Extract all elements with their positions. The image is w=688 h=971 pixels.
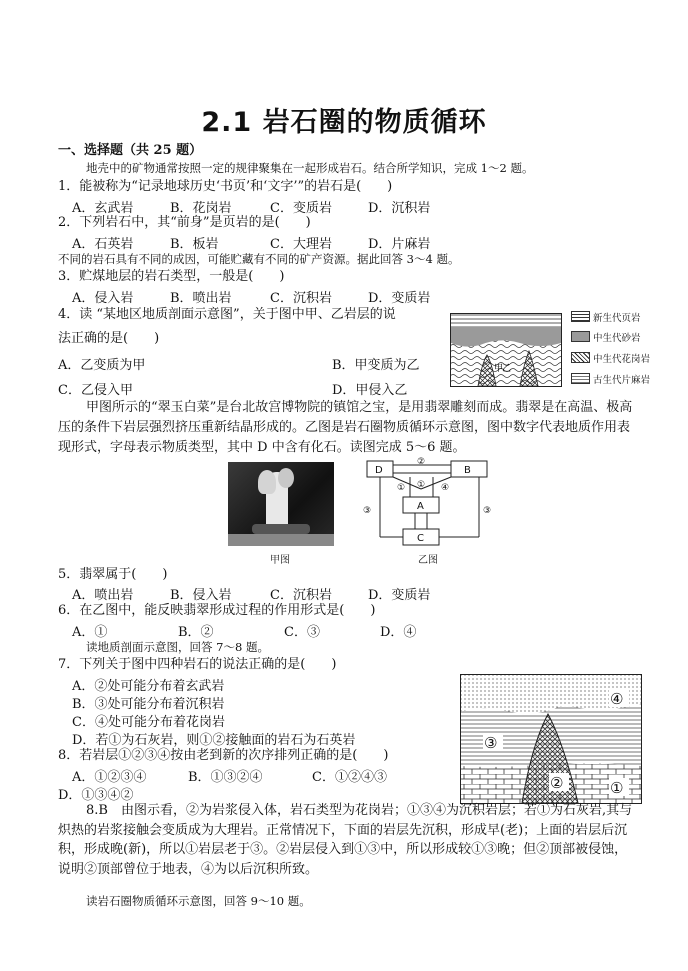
q8-option-b[interactable]: B．①③②④ [188, 770, 263, 785]
intro-5-6: 甲图所示的“翠玉白菜”是台北故宫博物院的镇馆之宝，是用翡翠雕刻而成。翡翠是在高温、极高压的条件下岩层强烈挤压重新结晶形成的。乙图是岩石圈物质循环示意图，图中数字代表地质作用表现形式，字母表示物质类型，其中 D 中含有化石。读图完成 5～6 题。 [58, 400, 633, 455]
q2-option-d[interactable]: D．片麻岩 [368, 237, 431, 252]
q7-option-a[interactable]: A．②处可能分布着玄武岩 [72, 679, 225, 694]
q2-stem: 2．下列岩石中，其“前身”是页岩的是( ) [58, 215, 311, 230]
answer-8-explanation: 8.B 由图示看，②为岩浆侵入体，岩石类型为花岗岩；①③④为沉积岩层；若①为石灰岩,其与炽热的岩浆接触会变质成为大理岩。正常情况下，下面的岩层先沉积，形成早(老)；上面的岩层后沉积，形成晚(新)，所以①岩层老于③。②岩层侵入到①③中，所以形成较①③晚；但②顶部被侵蚀，说明②顶部曾位于地表，④为以后沉积所致。 [58, 803, 633, 877]
process-2: ② [417, 457, 426, 467]
q1-stem: 1．能被称为“记录地球历史‘书页’和‘文字’”的岩石是( ) [58, 179, 393, 194]
rock-label-1: ① [610, 779, 624, 797]
q1-option-b[interactable]: B．花岗岩 [170, 201, 232, 216]
q4-option-c[interactable]: C．乙侵入甲 [58, 383, 133, 398]
q2-option-c[interactable]: C．大理岩 [270, 237, 332, 252]
intro-3-4: 不同的岩石具有不同的成因，可能贮藏有不同的矿产资源。据此回答 3～4 题。 [58, 252, 460, 266]
q5-stem: 5．翡翠属于( ) [58, 567, 168, 582]
legend-item-granite: 中生代花岗岩 [571, 351, 671, 365]
q4-option-a[interactable]: A．乙变质为甲 [58, 358, 146, 373]
section-heading: 一、选择题（共 25 题） [58, 143, 203, 158]
q5-option-b[interactable]: B．侵入岩 [170, 588, 232, 603]
q6-option-b[interactable]: B．② [178, 625, 214, 640]
q1-option-a[interactable]: A．玄武岩 [72, 201, 134, 216]
q5-option-d[interactable]: D．变质岩 [368, 588, 431, 603]
legend-item-gneiss: 古生代片麻岩 [571, 372, 671, 386]
page-title: 2.1 岩石圈的物质循环 [201, 107, 487, 138]
q6-stem: 6．在乙图中，能反映翡翠形成过程的作用形式是( ) [58, 603, 376, 618]
box-b: B [464, 465, 471, 476]
q4-stem-line2: 法正确的是( ) [58, 331, 160, 346]
rock-label-3: ③ [484, 734, 498, 752]
rock-label-4: ④ [610, 690, 624, 708]
q7-option-b[interactable]: B．③处可能分布着沉积岩 [72, 697, 225, 712]
q2-option-b[interactable]: B．板岩 [170, 237, 219, 252]
q1-option-d[interactable]: D．沉积岩 [368, 201, 431, 216]
q7-option-d[interactable]: D．若①为石灰岩，则①②接触面的岩石为石英岩 [72, 733, 356, 748]
q8-option-d[interactable]: D．①③④② [58, 788, 134, 803]
legend-item-shale: 新生代页岩 [571, 310, 671, 324]
q3-option-a[interactable]: A．侵入岩 [72, 291, 134, 306]
process-3-right: ③ [483, 506, 492, 516]
process-3-left: ③ [363, 506, 372, 516]
q3-option-d[interactable]: D．变质岩 [368, 291, 431, 306]
legend-item-sandstone: 中生代砂岩 [571, 330, 671, 344]
rock-label-2: ② [550, 774, 564, 792]
q3-option-c[interactable]: C．沉积岩 [270, 291, 332, 306]
q8-option-c[interactable]: C．①②④③ [312, 770, 387, 785]
q6-option-a[interactable]: A．① [72, 625, 108, 640]
process-1-left: ① [397, 483, 406, 493]
box-c: C [417, 533, 424, 544]
caption-jia: 甲图 [270, 555, 290, 566]
q2-option-a[interactable]: A．石英岩 [72, 237, 134, 252]
intro-9-10: 读岩石圈物质循环示意图，回答 9～10 题。 [86, 894, 311, 908]
q7-option-c[interactable]: C．④处可能分布着花岗岩 [72, 715, 225, 730]
box-a: A [417, 501, 424, 512]
rock-cycle-diagram [355, 455, 505, 551]
jade-cabbage-photo [228, 462, 334, 546]
intro-7-8: 读地质剖面示意图，回答 7～8 题。 [86, 640, 269, 654]
q1-option-c[interactable]: C．变质岩 [270, 201, 332, 216]
label-jia: 甲 [494, 364, 504, 374]
q3-option-b[interactable]: B．喷出岩 [170, 291, 232, 306]
q5-option-a[interactable]: A．喷出岩 [72, 588, 134, 603]
intro-1-2: 地壳中的矿物通常按照一定的规律聚集在一起形成岩石。结合所学知识，完成 1～2 题。 [86, 161, 534, 175]
caption-yi: 乙图 [418, 555, 438, 566]
q5-option-c[interactable]: C．沉积岩 [270, 588, 332, 603]
process-4: ④ [441, 483, 450, 493]
q6-option-c[interactable]: C．③ [284, 625, 320, 640]
q7-stem: 7．下列关于图中四种岩石的说法正确的是( ) [58, 657, 337, 672]
q4-option-d[interactable]: D．甲侵入乙 [332, 383, 408, 398]
process-1-mid: ① [417, 480, 426, 490]
q4-stem-line1: 4．读 “某地区地质剖面示意图”，关于图中甲、乙岩层的说 [58, 307, 396, 322]
q4-option-b[interactable]: B．甲变质为乙 [332, 358, 420, 373]
q3-stem: 3．贮煤地层的岩石类型，一般是( ) [58, 269, 285, 284]
box-d: D [375, 465, 383, 476]
geologic-section-figure [450, 313, 562, 387]
geologic-profile-figure [460, 674, 642, 804]
q6-option-d[interactable]: D．④ [380, 625, 417, 640]
q8-option-a[interactable]: A．①②③④ [72, 770, 147, 785]
q8-stem: 8．若岩层①②③④按由老到新的次序排列正确的是( ) [58, 748, 389, 763]
label-yi: 乙 [502, 364, 512, 374]
